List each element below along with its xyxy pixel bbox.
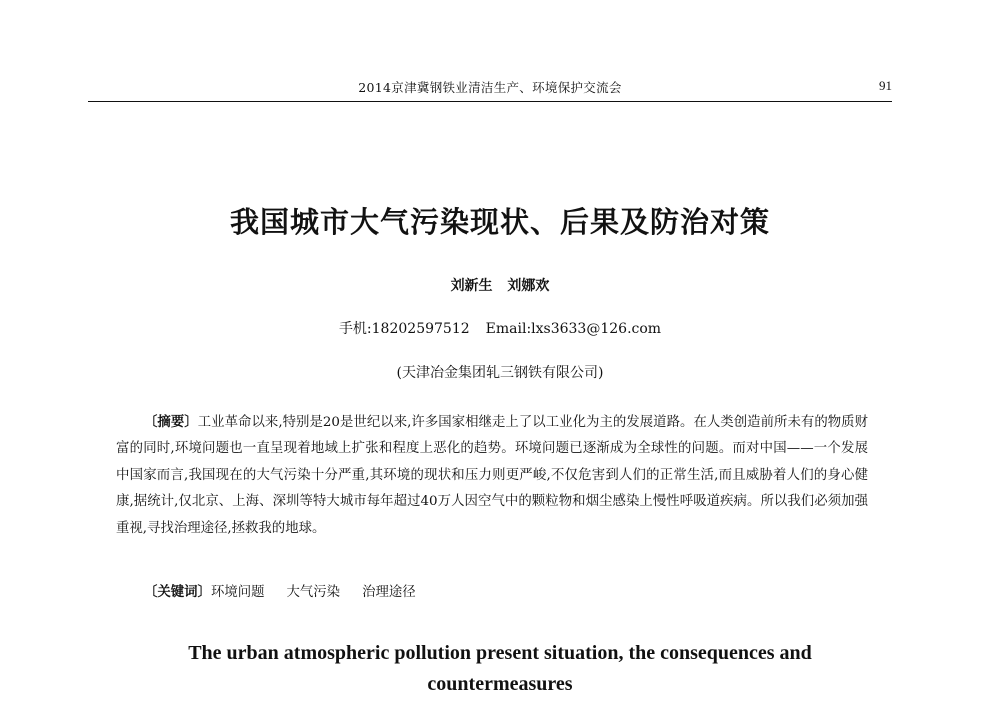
keywords [144, 582, 438, 604]
keyword: 治理途径 [362, 585, 416, 600]
keyword: 环境问题 [210, 585, 265, 600]
abstract-text: 工业革命以来,特别是20是世纪以来,许多国家相继走上了以工业化为主的发展道路。在人类创造前所未有的物质财富的同时,环境问题也一直呈现着地域上扩张和程度上恶化的趋势。环境问题已逐渐成为全球性的问题。而对中国——一个发展中国家而言,我国现在的大气污染十分严重,其环境的现状和压力则更严峻,不仅危害到人们的正常生活,而且威胁着人们的身心健康,据统计,仅北京、上海、深圳等特大城市每年超过40万人因空气中的颗粒物和烟尘感染上慢性呼吸道疾病。所以我们必须加强重视,寻找治理途径,拯救我的地球。 [116, 415, 869, 536]
authors: 刘新生 刘娜欢 [450, 278, 550, 294]
phone-number: 手机:18202597512 [338, 321, 470, 337]
page-header [88, 70, 892, 106]
email-address: Email:lxs3633@126.com [485, 321, 662, 337]
page-number: 91 [879, 78, 892, 93]
running-header-title: 2014京津冀钢铁业清洁生产、环境保护交流会 [358, 80, 622, 95]
abstract [116, 410, 868, 542]
header-rule [88, 101, 892, 102]
affiliation: (天津冶金集团轧三钢铁有限公司) [396, 365, 604, 381]
keywords-label: 〔关键词〕 [144, 585, 211, 600]
english-title: The urban atmospheric pollution present situation, the consequences and countermeasures [188, 642, 812, 695]
paper-title: 我国城市大气污染现状、后果及防治对策 [229, 205, 770, 239]
contact-line [0, 318, 1000, 338]
abstract-label: 〔摘要〕 [144, 415, 198, 430]
keyword: 大气污染 [286, 585, 341, 600]
